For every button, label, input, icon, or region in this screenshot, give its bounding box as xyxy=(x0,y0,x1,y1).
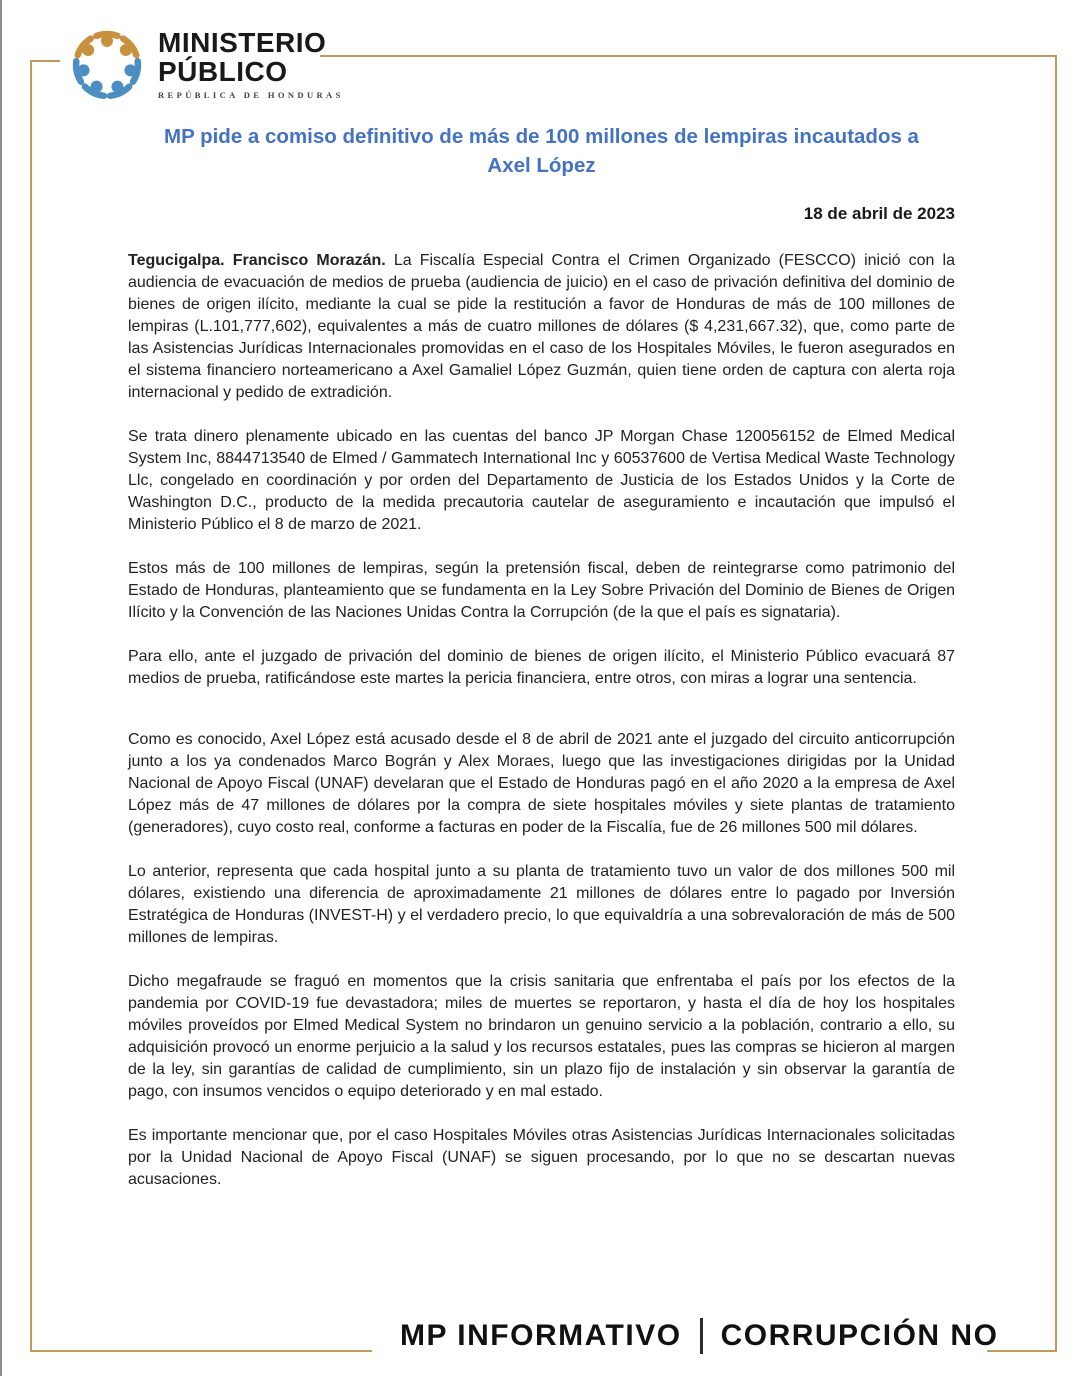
org-wordmark xyxy=(158,22,344,100)
paragraph-5 xyxy=(128,729,955,839)
paragraph-6 xyxy=(128,861,955,949)
article-title-line1: MP pide a comiso definitivo de más de 100 millones de lempiras incautados a xyxy=(164,125,919,148)
paragraph-1 xyxy=(128,250,955,404)
frame-left-line xyxy=(30,60,32,1350)
frame-bottom-left-line xyxy=(30,1350,372,1352)
paragraph-1-text: La Fiscalía Especial Contra el Crimen Organizado (FESCCO) inició con la audiencia de evacuación de medios de prueba (audiencia de juicio) en el caso de privación definitiva del dominio de bienes de origen ilícito, mediante la cual se pide la restitución a favor de Honduras de más de 100 millones de lempiras (L.101,777,602), equivalentes a más de cuatro millones de dólares ($ 4,231,667.32), que, como parte de las Asistencias Jurídicas Internacionales promovidas en el caso de los Hospitales Móviles, le fueron asegurados en el sistema financiero norteamericano a Axel Gamaliel López Guzmán, quien tiene orden de captura con alerta roja internacional y pedido de extradición. xyxy=(128,252,955,401)
frame-top-line xyxy=(320,55,1057,57)
org-name-line1: MINISTERIO xyxy=(158,27,327,58)
paragraph-6-text: Lo anterior, representa que cada hospital junto a su planta de tratamiento tuvo un valor de dos millones 500 mil dólares, existiendo una diferencia de aproximadamente 21 millones de dólares entre lo pagado por Inversión Estratégica de Honduras (INVEST-H) y el verdadero precio, lo que equivaldría a una sobrevaloración de más de 500 millones de lempiras. xyxy=(128,863,955,946)
org-subtitle: REPÚBLICA DE HONDURAS xyxy=(158,90,344,100)
article-body xyxy=(128,250,955,1191)
article-title xyxy=(128,122,955,180)
article-title-line2: Axel López xyxy=(487,154,596,177)
org-name-line2: PÚBLICO xyxy=(158,56,288,87)
paragraph-4-text: Para ello, ante el juzgado de privación del dominio de bienes de origen ilícito, el Ministerio Público evacuará 87 medios de prueba, ratificándose este martes la pericia financiera, entre otros, con miras a lograr una sentencia. xyxy=(128,648,955,687)
paragraph-2 xyxy=(128,426,955,536)
footer-separator xyxy=(700,1318,703,1354)
frame-top-left-tick xyxy=(30,60,60,62)
footer-banner xyxy=(400,1318,998,1354)
footer-left-label: MP INFORMATIVO xyxy=(400,1319,682,1352)
header-logo xyxy=(64,22,344,108)
people-circle-logo-icon xyxy=(64,22,150,108)
paragraph-3-text: Estos más de 100 millones de lempiras, según la pretensión fiscal, deben de reintegrarse como patrimonio del Estado de Honduras, planteamiento que se fundamenta en la Ley Sobre Privación del Dominio de Bienes de Origen Ilícito y la Convención de las Naciones Unidas Contra la Corrupción (de la que el país es signataria). xyxy=(128,560,955,621)
footer-right-label: CORRUPCIÓN NO xyxy=(720,1319,999,1352)
paragraph-7 xyxy=(128,971,955,1103)
paragraph-2-text: Se trata dinero plenamente ubicado en las cuentas del banco JP Morgan Chase 120056152 de Elmed Medical System Inc, 8844713540 de Elmed / Gammatech International Inc y 60537600 de Vertisa Medical Waste Technology Llc, congelado en coordinación y por orden del Departamento de Justicia de los Estados Unidos y la Corte de Washington D.C., producto de la medida precautoria cautelar de aseguramiento e incautación que impulsó el Ministerio Público el 8 de marzo de 2021. xyxy=(128,428,955,533)
paragraph-8 xyxy=(128,1125,955,1191)
article-date: 18 de abril de 2023 xyxy=(803,204,955,223)
paragraph-4 xyxy=(128,646,955,690)
paragraph-1-dateline: Tegucigalpa. Francisco Morazán. xyxy=(128,252,386,269)
article-content xyxy=(128,122,955,1213)
paragraph-8-text: Es importante mencionar que, por el caso Hospitales Móviles otras Asistencias Jurídicas Internacionales solicitadas por la Unidad Nacional de Apoyo Fiscal (UNAF) se siguen procesando, por lo que no se descartan nuevas acusaciones. xyxy=(128,1127,955,1188)
paragraph-3 xyxy=(128,558,955,624)
paragraph-5-text: Como es conocido, Axel López está acusado desde el 8 de abril de 2021 ante el juzgado del circuito anticorrupción junto a los ya condenados Marco Bográn y Alex Moraes, luego que las investigaciones dirigidas por la Unidad Nacional de Apoyo Fiscal (UNAF) develaran que el Estado de Honduras pagó en el año 2020 a la empresa de Axel López más de 47 millones de dólares por la compra de siete hospitales móviles y siete plantas de tratamiento (generadores), cuyo costo real, conforme a facturas en poder de la Fiscalía, fue de 26 millones 500 mil dólares. xyxy=(128,731,955,836)
paragraph-7-text: Dicho megafraude se fraguó en momentos que la crisis sanitaria que enfrentaba el país por los efectos de la pandemia por COVID-19 fue devastadora; miles de muertes se reportaron, y hasta el día de hoy los hospitales móviles proveídos por Elmed Medical System no brindaron un genuino servicio a la población, contrario a ello, su adquisición provocó un enorme perjuicio a la salud y los recursos estatales, pues las compras se hicieron al margen de la ley, sin garantías de calidad de cumplimiento, sin un plazo fijo de instalación y sin observar la garantía de pago, con insumos vencidos o equipo deteriorado y en mal estado. xyxy=(128,973,955,1100)
frame-right-line xyxy=(1055,55,1057,1352)
page-left-edge xyxy=(0,0,2,1376)
